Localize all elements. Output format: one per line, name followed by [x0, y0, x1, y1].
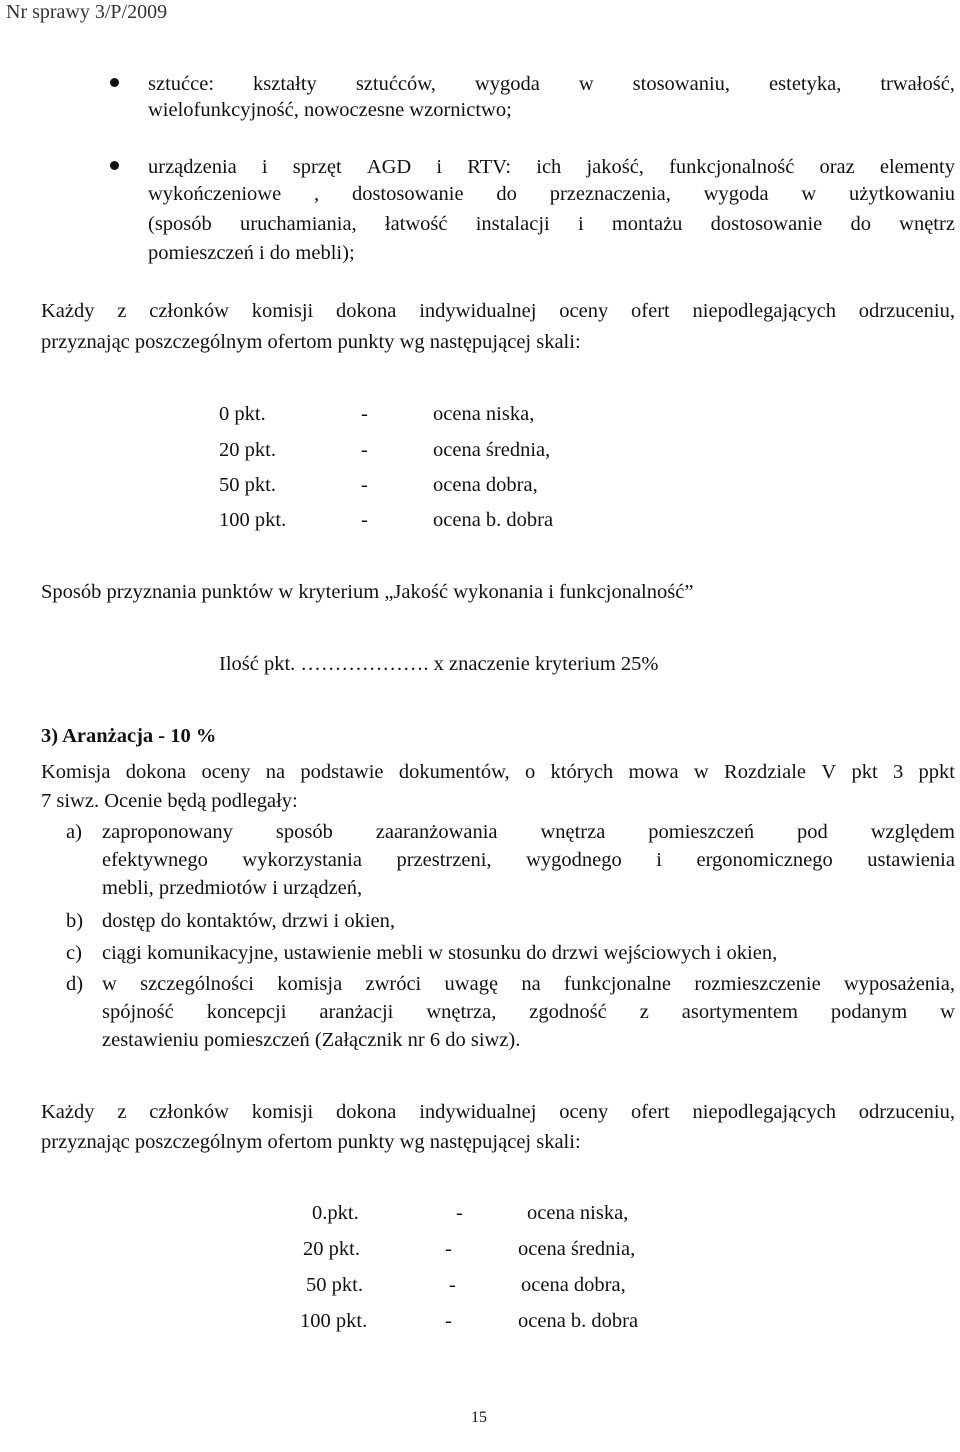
word: ergonomicznego [696, 849, 833, 871]
text-line: przyznając poszczególnym ofertom punkty wg następującej skali: [41, 331, 581, 353]
word: pod [797, 821, 828, 843]
word: sztućce: [148, 73, 215, 95]
word: aranżacji [319, 1001, 394, 1023]
word: asortymentem [681, 1001, 798, 1023]
justified-line [148, 212, 955, 236]
word: V [821, 761, 837, 783]
scale-points: 100 pkt. [300, 1310, 368, 1332]
word: wnętrza, [426, 1001, 497, 1023]
word: wykończeniowe [148, 183, 282, 205]
word: komisji [251, 300, 314, 322]
word: przestrzeni, [396, 849, 492, 871]
word: RTV: [467, 156, 512, 178]
scale-dash: - [445, 1310, 452, 1332]
word: Rozdziale [724, 761, 806, 783]
justified-line [148, 182, 955, 206]
word: zwróci [365, 973, 422, 995]
word: rozmieszczenie [694, 973, 821, 995]
justified-line [148, 155, 955, 179]
scale-label: ocena dobra, [433, 474, 538, 496]
word: o [524, 761, 536, 783]
text-line: 7 siwz. Ocenie będą podlegały: [41, 790, 298, 812]
justified-line [102, 820, 955, 844]
word: oceny [559, 300, 609, 322]
word: spójność [102, 1001, 174, 1023]
word: w [102, 973, 117, 995]
scale-points: 0 pkt. [219, 403, 266, 425]
word: oceny [201, 761, 251, 783]
word: indywidualnej [419, 300, 537, 322]
word: Każdy [41, 300, 95, 322]
word: dostosowanie [351, 183, 464, 205]
word: ofert [631, 300, 670, 322]
word: 3 [892, 761, 904, 783]
justified-line [102, 972, 955, 996]
word: zaaranżowania [375, 821, 498, 843]
method-line: Sposób przyznania punktów w kryterium „Jakość wykonania i funkcjonalność” [41, 581, 694, 603]
word: z [117, 1101, 127, 1123]
word: i [261, 156, 268, 178]
text-line: ciągi komunikacyjne, ustawienie mebli w stosunku do drzwi wejściowych i okien, [102, 942, 778, 964]
bullet-dot [110, 78, 119, 87]
word: wyposażenia, [843, 973, 955, 995]
word: z [117, 300, 127, 322]
word: , [314, 183, 320, 205]
scale-dash: - [456, 1202, 463, 1224]
scale-points: 20 pkt. [219, 439, 276, 461]
word: i [656, 849, 662, 871]
list-marker: a) [66, 821, 82, 843]
word: zgodność [529, 1001, 607, 1023]
case-number-header: Nr sprawy 3/P/2009 [6, 1, 168, 23]
word: wnętrza [540, 821, 606, 843]
word: szczególności [140, 973, 254, 995]
scale-dash: - [445, 1238, 452, 1260]
word: ppkt [918, 761, 955, 783]
word: niepodlegających [692, 1101, 836, 1123]
justified-line [148, 72, 955, 96]
word: uruchamiania, [240, 213, 357, 235]
text-line: pomieszczeń i do mebli); [148, 242, 355, 264]
word: oraz [819, 156, 855, 178]
word: wygoda [703, 183, 769, 205]
word: efektywnego [102, 849, 208, 871]
justified-line [41, 760, 955, 784]
word: odrzuceniu, [858, 1101, 955, 1123]
justified-line [41, 1100, 955, 1124]
word: na [265, 761, 286, 783]
word: ustawienia [867, 849, 955, 871]
word: mowa [628, 761, 679, 783]
justified-line [102, 1000, 955, 1024]
word: i [436, 156, 443, 178]
word: odrzuceniu, [858, 300, 955, 322]
word: wykorzystania [242, 849, 362, 871]
scale-dash: - [361, 403, 368, 425]
scale-label: ocena b. dobra [433, 509, 554, 531]
word: sztućców, [355, 73, 436, 95]
scale-dash: - [361, 439, 368, 461]
word: na [521, 973, 541, 995]
word: jakość, [586, 156, 644, 178]
word: estetyka, [769, 73, 842, 95]
word: sposób [275, 821, 333, 843]
word: wnętrz [899, 213, 955, 235]
scale-points: 100 pkt. [219, 509, 287, 531]
text-line: przyznając poszczególnym ofertom punkty wg następującej skali: [41, 1131, 581, 1153]
word: do [496, 183, 517, 205]
word: Każdy [41, 1101, 95, 1123]
word: montażu [611, 213, 683, 235]
word: dokona [125, 761, 187, 783]
word: urządzenia [148, 156, 237, 178]
word: względem [870, 821, 955, 843]
word: członków [149, 1101, 229, 1123]
word: dokona [336, 300, 397, 322]
list-marker: b) [66, 910, 84, 932]
word: komisja [277, 973, 343, 995]
word: zaproponowany [102, 821, 233, 843]
word: instalacji [475, 213, 550, 235]
word: łatwość [384, 213, 448, 235]
word: pkt [851, 761, 878, 783]
word: z [639, 1001, 649, 1023]
section-heading: 3) Aranżacja - 10 % [41, 725, 217, 747]
word: członków [149, 300, 229, 322]
word: sprzęt [292, 156, 342, 178]
justified-line [41, 299, 955, 323]
word: kształty [253, 73, 317, 95]
word: komisji [251, 1101, 314, 1123]
word: funkcjonalne [564, 973, 672, 995]
scale-points: 50 pkt. [306, 1274, 363, 1296]
text-line: wielofunkcyjność, nowoczesne wzornictwo; [148, 99, 512, 121]
justified-line [102, 848, 955, 872]
formula-line: Ilość pkt. ………………. x znaczenie kryterium 25% [219, 653, 659, 675]
word: stosowaniu, [632, 73, 731, 95]
text-line: mebli, przedmiotów i urządzeń, [102, 877, 363, 899]
scale-label: ocena średnia, [518, 1238, 636, 1260]
word: przeznaczenia, [549, 183, 671, 205]
word: do [850, 213, 871, 235]
word: indywidualnej [419, 1101, 537, 1123]
word: AGD [366, 156, 412, 178]
scale-label: ocena niska, [433, 403, 535, 425]
word: podstawie [300, 761, 384, 783]
scale-label: ocena średnia, [433, 439, 551, 461]
word: dokona [336, 1101, 397, 1123]
word: trwałość, [880, 73, 955, 95]
word: elementy [879, 156, 955, 178]
scale-points: 0.pkt. [312, 1202, 359, 1224]
word: Komisja [41, 761, 111, 783]
word: i [577, 213, 584, 235]
word: podanym [830, 1001, 908, 1023]
word: funkcjonalność [669, 156, 795, 178]
scale-dash: - [361, 509, 368, 531]
word: koncepcji [206, 1001, 287, 1023]
list-marker: d) [66, 973, 84, 995]
word: ich [536, 156, 562, 178]
word: dostosowanie [710, 213, 823, 235]
word: (sposób [148, 213, 212, 235]
word: wygoda [474, 73, 540, 95]
text-line: zestawieniu pomieszczeń (Załącznik nr 6 do siwz). [102, 1029, 521, 1051]
scale-points: 20 pkt. [303, 1238, 360, 1260]
word: dokumentów, [398, 761, 510, 783]
word: w [693, 761, 709, 783]
word: ofert [631, 1101, 670, 1123]
scale-label: ocena b. dobra [518, 1310, 639, 1332]
word: oceny [559, 1101, 609, 1123]
word: wygodnego [526, 849, 622, 871]
page-number: 15 [471, 1409, 487, 1426]
text-line: dostęp do kontaktów, drzwi i okien, [102, 910, 396, 932]
scale-dash: - [361, 474, 368, 496]
word: których [550, 761, 614, 783]
word: w [578, 73, 594, 95]
scale-points: 50 pkt. [219, 474, 276, 496]
bullet-dot [110, 161, 119, 170]
scale-label: ocena dobra, [521, 1274, 626, 1296]
word: użytkowaniu [849, 183, 955, 205]
word: uwagę [444, 973, 499, 995]
word: w [801, 183, 817, 205]
list-marker: c) [66, 942, 82, 964]
word: pomieszczeń [648, 821, 755, 843]
scale-dash: - [449, 1274, 456, 1296]
word: w [940, 1001, 955, 1023]
word: niepodlegających [692, 300, 836, 322]
scale-label: ocena niska, [527, 1202, 629, 1224]
